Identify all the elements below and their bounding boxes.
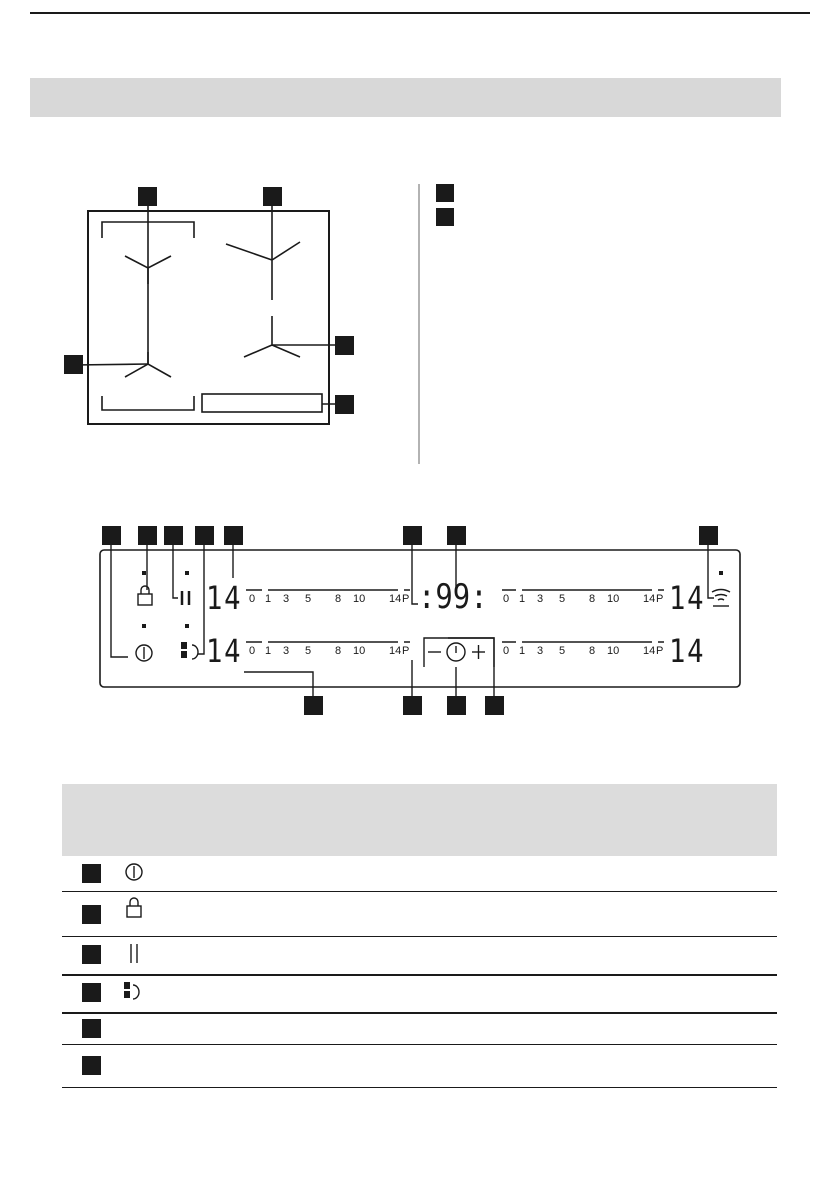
scale-label: 0 [503, 593, 510, 605]
scale-label: P [402, 645, 410, 657]
bridge-icon [133, 985, 139, 999]
lock-icon [127, 898, 141, 917]
scale-label: 5 [559, 593, 566, 605]
power-display-top-right: 14 [669, 579, 706, 617]
scale-label: 1 [519, 593, 526, 605]
scale-label: 1 [265, 645, 272, 657]
scale-label: 14 [389, 593, 402, 605]
scale-label: 1 [519, 645, 526, 657]
scale-label: 3 [537, 593, 544, 605]
scale-label: 3 [537, 645, 544, 657]
scale-label: 0 [503, 645, 510, 657]
scale-label: 10 [607, 593, 620, 605]
power-display-bottom-right: 14 [669, 632, 706, 670]
scale-label: P [402, 593, 410, 605]
scale-label: 8 [335, 645, 342, 657]
scale-label: 5 [559, 645, 566, 657]
scale-label: 8 [335, 593, 342, 605]
timer-display: :99: [418, 577, 488, 617]
scale-label: 14 [389, 645, 402, 657]
scale-label: 14 [643, 593, 656, 605]
scale-label: 14 [643, 645, 656, 657]
scale-label: 10 [607, 645, 620, 657]
scale-label: 10 [353, 645, 366, 657]
scale-label: 5 [305, 645, 312, 657]
scale-label: 3 [283, 593, 290, 605]
scale-label: 1 [265, 593, 272, 605]
scale-label: 10 [353, 593, 366, 605]
scale-label: 0 [249, 593, 256, 605]
scale-label: 0 [249, 645, 256, 657]
scale-label: P [656, 645, 664, 657]
scale-label: P [656, 593, 664, 605]
scale-label: 8 [589, 645, 596, 657]
scale-label: 8 [589, 593, 596, 605]
scale-label: 5 [305, 593, 312, 605]
power-display-bottom-left: 14 [206, 632, 243, 670]
scale-label: 3 [283, 645, 290, 657]
power-display-top-left: 14 [206, 579, 243, 617]
